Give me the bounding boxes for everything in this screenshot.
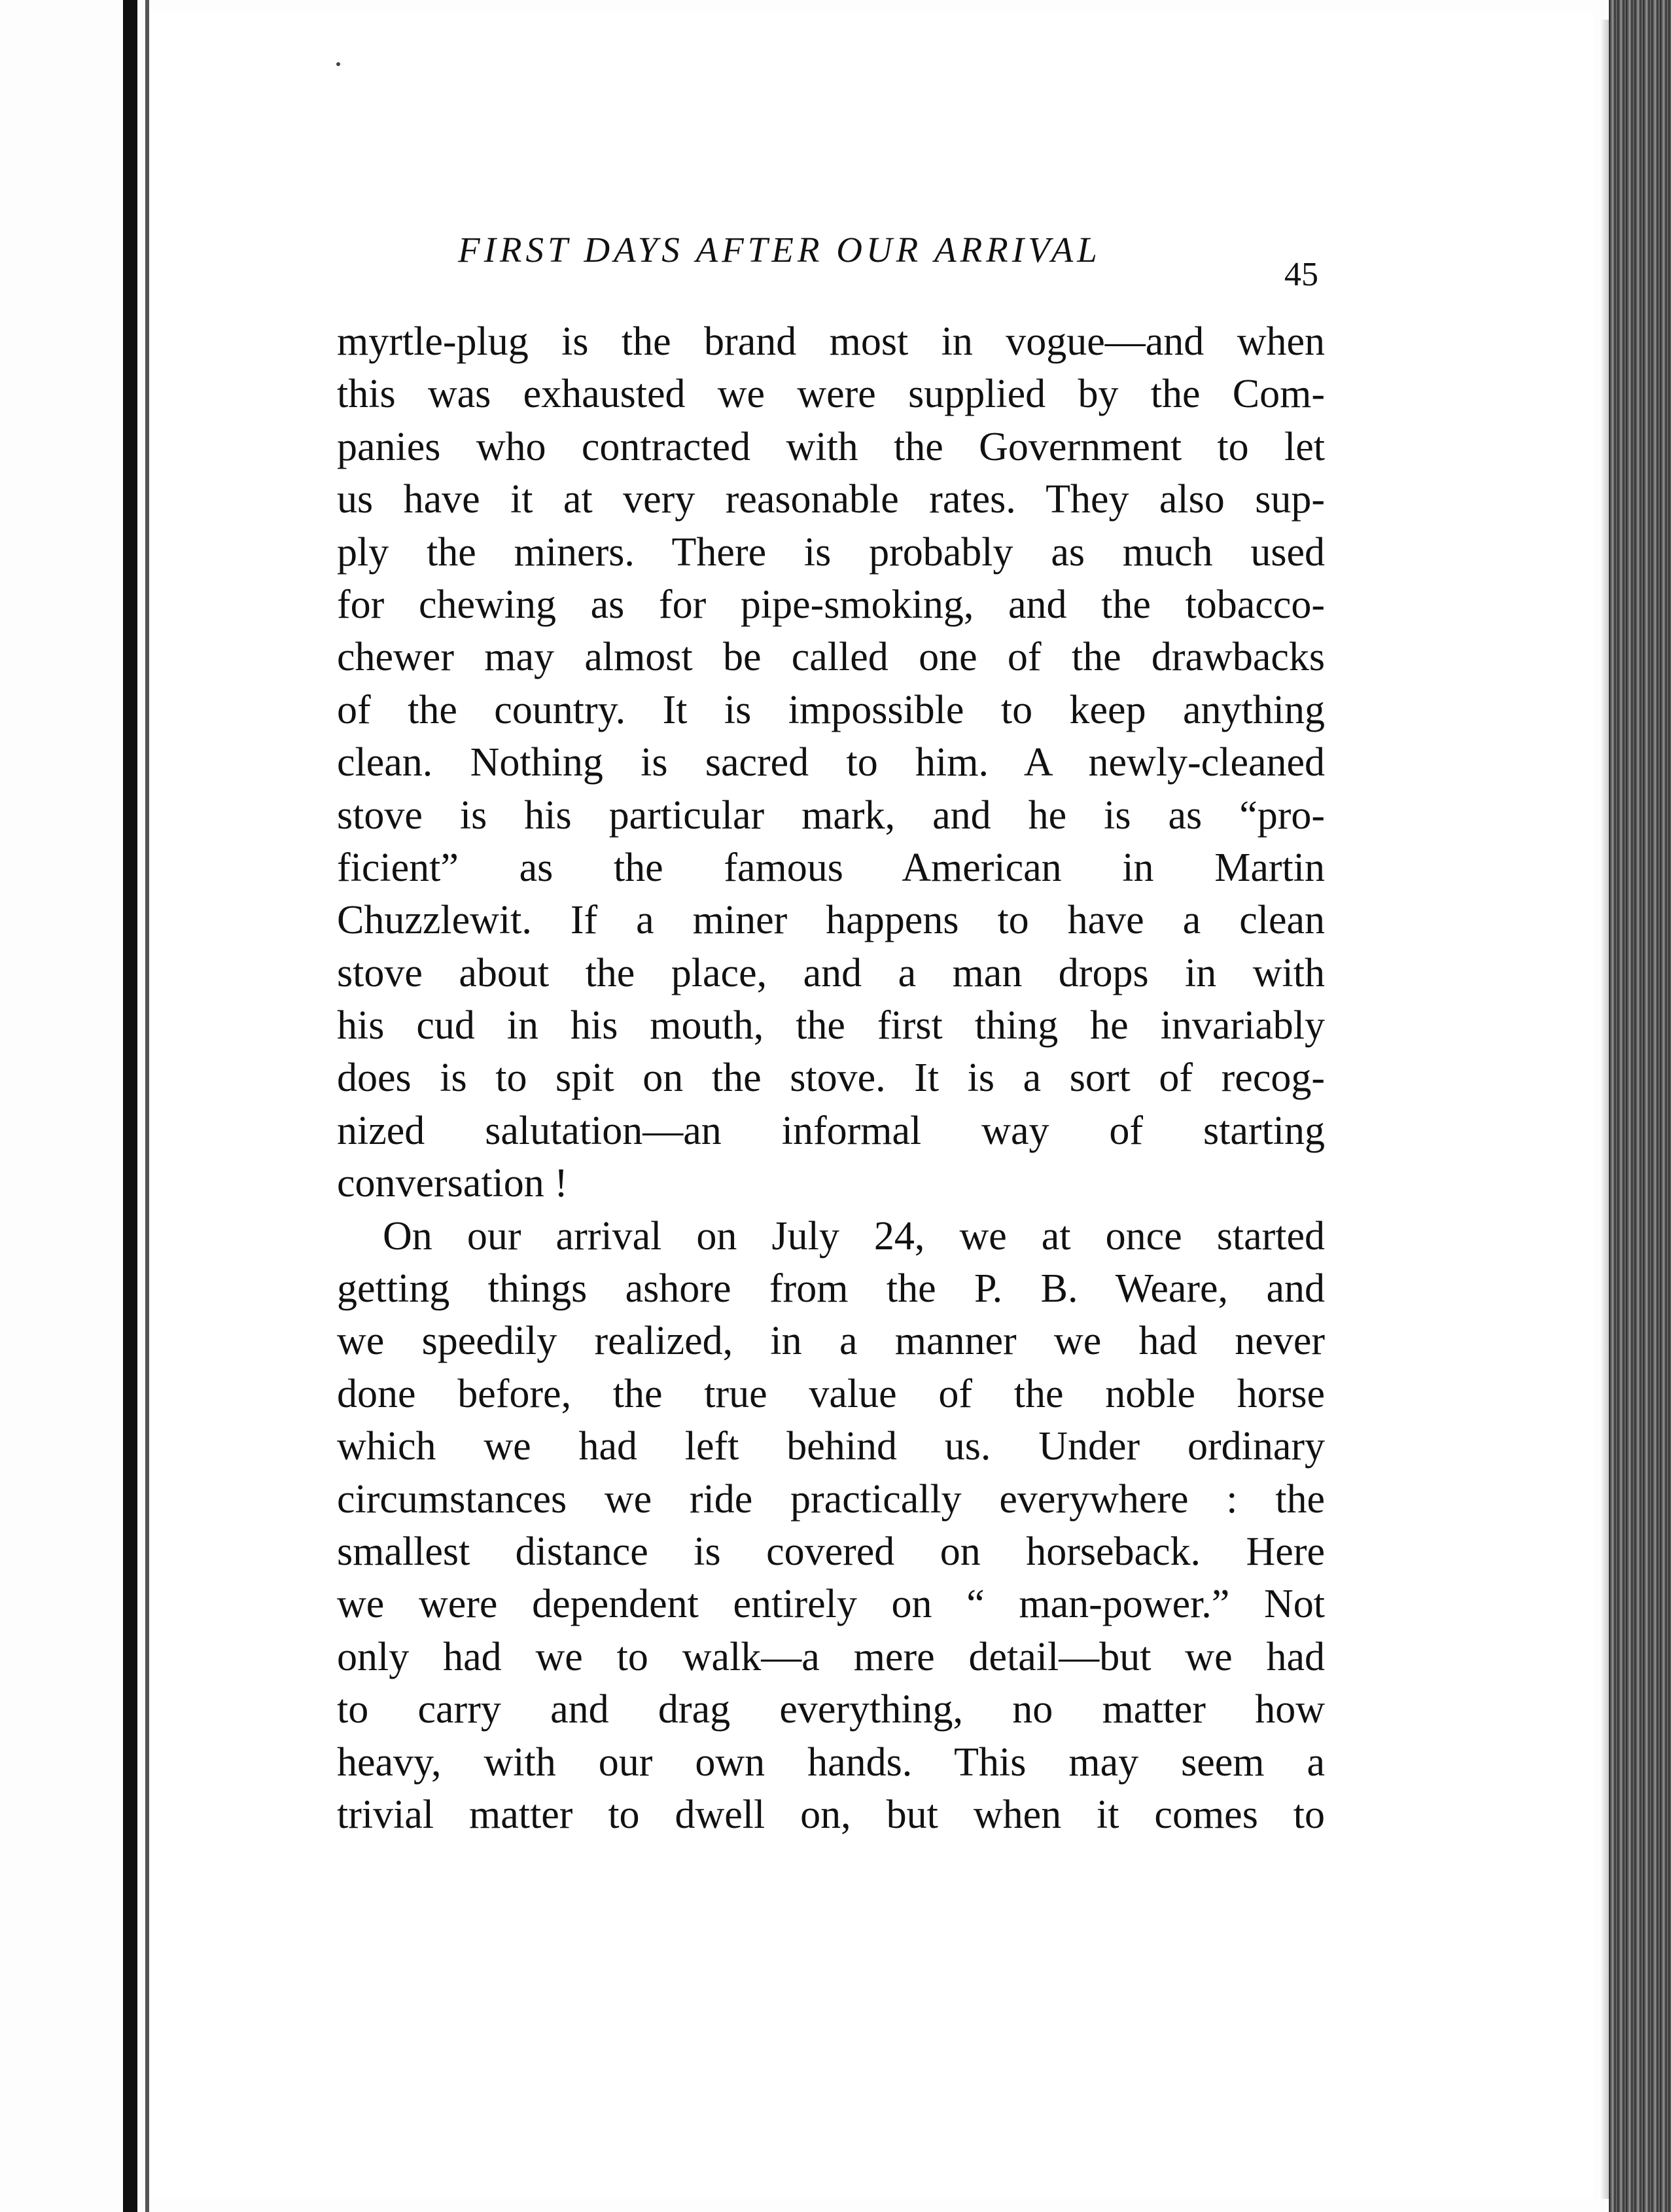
text-line: only had we to walk—a mere detail—but we had bbox=[337, 1634, 1325, 1679]
text-line: ply the miners. There is probably as much used bbox=[337, 529, 1325, 575]
text-line: done before, the true value of the noble horse bbox=[337, 1371, 1325, 1416]
text-line: which we had left behind us. Under ordinary bbox=[337, 1424, 1325, 1469]
text-line: this was exhausted we were supplied by the Com- bbox=[337, 372, 1325, 417]
text-line: stove is his particular mark, and he is as “pro- bbox=[337, 793, 1325, 838]
text-line: we were dependent entirely on “ man-power.” Not bbox=[337, 1582, 1325, 1627]
text-line: smallest distance is covered on horseback. Here bbox=[337, 1529, 1325, 1574]
text-line: chewer may almost be called one of the drawbacks bbox=[337, 635, 1325, 680]
text-line: trivial matter to dwell on, but when it comes to bbox=[337, 1792, 1325, 1837]
text-line: nized salutation—an informal way of starting bbox=[337, 1108, 1325, 1153]
text-line: stove about the place, and a man drops in with bbox=[337, 950, 1325, 995]
book-spine bbox=[123, 0, 137, 2212]
text-line: myrtle-plug is the brand most in vogue—and when bbox=[337, 319, 1325, 364]
text-line: Chuzzlewit. If a miner happens to have a clean bbox=[337, 898, 1325, 943]
text-line: we speedily realized, in a manner we had never bbox=[337, 1319, 1325, 1364]
body-text bbox=[337, 315, 1325, 1841]
speck bbox=[336, 62, 340, 66]
text-line: ficient” as the famous American in Martin bbox=[337, 845, 1325, 890]
text-line: On our arrival on July 24, we at once started bbox=[383, 1213, 1325, 1258]
text-line: to carry and drag everything, no matter how bbox=[337, 1687, 1325, 1732]
text-line: us have it at very reasonable rates. They also sup- bbox=[337, 477, 1325, 522]
text-line: heavy, with our own hands. This may seem a bbox=[337, 1739, 1325, 1785]
text-line: for chewing as for pipe-smoking, and the tobacco- bbox=[337, 582, 1325, 627]
text-line: does is to spit on the stove. It is a sort of recog- bbox=[337, 1056, 1325, 1101]
text-line: circumstances we ride practically everywhere : the bbox=[337, 1476, 1325, 1522]
text-line: conversation ! bbox=[337, 1161, 568, 1206]
text-line: of the country. It is impossible to keep anything bbox=[337, 687, 1325, 732]
text-line: clean. Nothing is sacred to him. A newly-cleaned bbox=[337, 740, 1325, 785]
text-line: getting things ashore from the P. B. Weare, and bbox=[337, 1266, 1325, 1311]
page-stack-edge bbox=[1609, 0, 1671, 2212]
text-line: his cud in his mouth, the first thing he invariably bbox=[337, 1003, 1325, 1048]
page-edge-highlight bbox=[1600, 20, 1609, 2199]
page-number: 45 bbox=[1284, 256, 1318, 293]
text-line: panies who contracted with the Government to let bbox=[337, 424, 1325, 469]
running-header: FIRST DAYS AFTER OUR ARRIVAL bbox=[458, 230, 1101, 270]
